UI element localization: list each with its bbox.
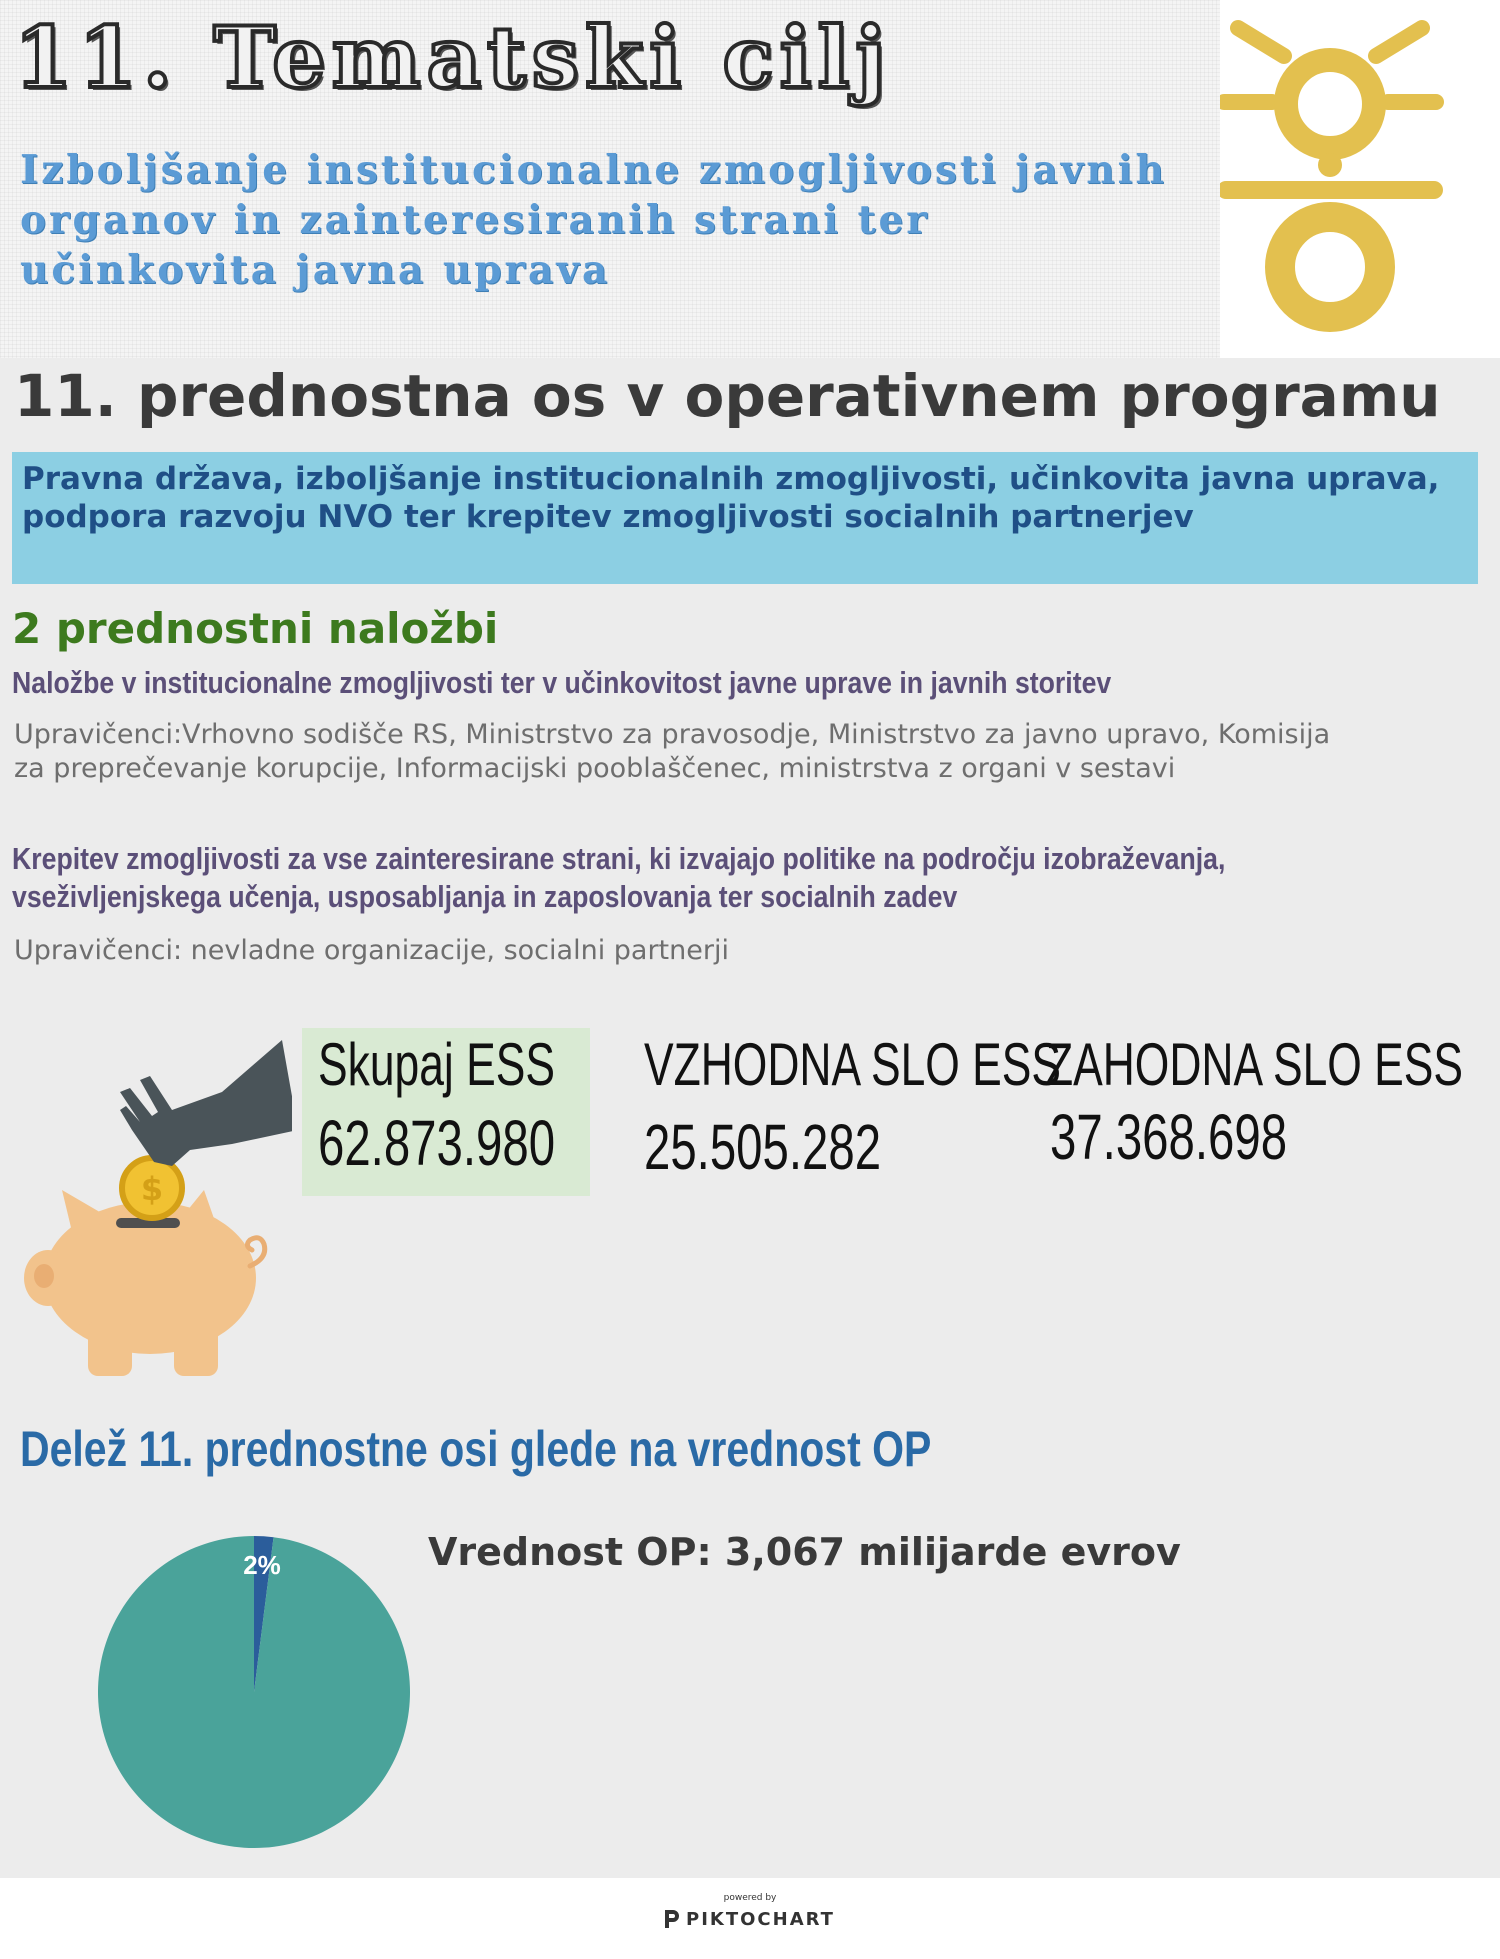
investment-beneficiaries: Upravičenci: nevladne organizacije, socialni partnerji [14, 935, 729, 966]
investment-title: Krepitev zmogljivosti za vse zainteresirane strani, ki izvajajo politike na področju izobraževanja, vseživljenjskega učenja, usposabljanja in zaposlovanja ter socialnih zadev [12, 841, 1226, 914]
fund-value: 37.368.698 [1050, 1101, 1288, 1173]
fund-label: Skupaj ESS [318, 1031, 555, 1098]
thematic-goal-subtitle: Izboljšanje institucionalne zmogljivosti javnih organov in zainteresiranih strani ter učinkovita javna uprava [20, 147, 1167, 293]
pie-slice-1 [98, 1536, 410, 1848]
investment-title: Naložbe v institucionalne zmogljivosti ter v učinkovitost javne uprave in javnih storitev [12, 665, 1112, 700]
fund-label: VZHODNA SLO ESS [644, 1031, 1061, 1098]
powered-by-label: powered by [723, 1893, 777, 1903]
logo-area [1220, 0, 1500, 358]
svg-text:$: $ [140, 1170, 164, 1208]
piktochart-brand [662, 1908, 835, 1930]
share-title: Delež 11. prednostne osi glede na vrednost OP [20, 1421, 932, 1477]
emblem-logo-icon [1220, 0, 1500, 358]
investment-beneficiaries: Upravičenci:Vrhovno sodišče RS, Ministrstvo za pravosodje, Ministrstvo za javno upravo, Komisija za preprečevanje korupcije, Informacijski pooblaščenec, ministrstva z organi v sestavi [14, 719, 1331, 784]
priority-axis-box [12, 452, 1478, 584]
fund-label: ZAHODNA SLO ESS [1046, 1031, 1463, 1098]
page-title: 11. Tematski cilj [14, 8, 892, 107]
piktochart-logo-icon [662, 1908, 680, 1930]
op-value: Vrednost OP: 3,067 milijarde evrov [428, 1530, 1181, 1574]
piggy-bank-icon [22, 1040, 292, 1380]
investment-count: 2 prednostni naložbi [12, 604, 499, 653]
priority-axis-title: 11. prednostna os v operativnem programu [14, 362, 1441, 430]
piktochart-brand-name: PIKTOCHART [686, 1908, 835, 1930]
fund-value: 62.873.980 [318, 1107, 556, 1179]
pie-slice-label: 2% [243, 1550, 281, 1580]
share-pie-chart [95, 1533, 413, 1851]
priority-axis-description: Pravna država, izboljšanje institucionalnih zmogljivosti, učinkovita javna uprava, podpora razvoju NVO ter krepitev zmogljivosti socialnih partnerjev [22, 461, 1440, 535]
fund-value: 25.505.282 [644, 1111, 882, 1183]
